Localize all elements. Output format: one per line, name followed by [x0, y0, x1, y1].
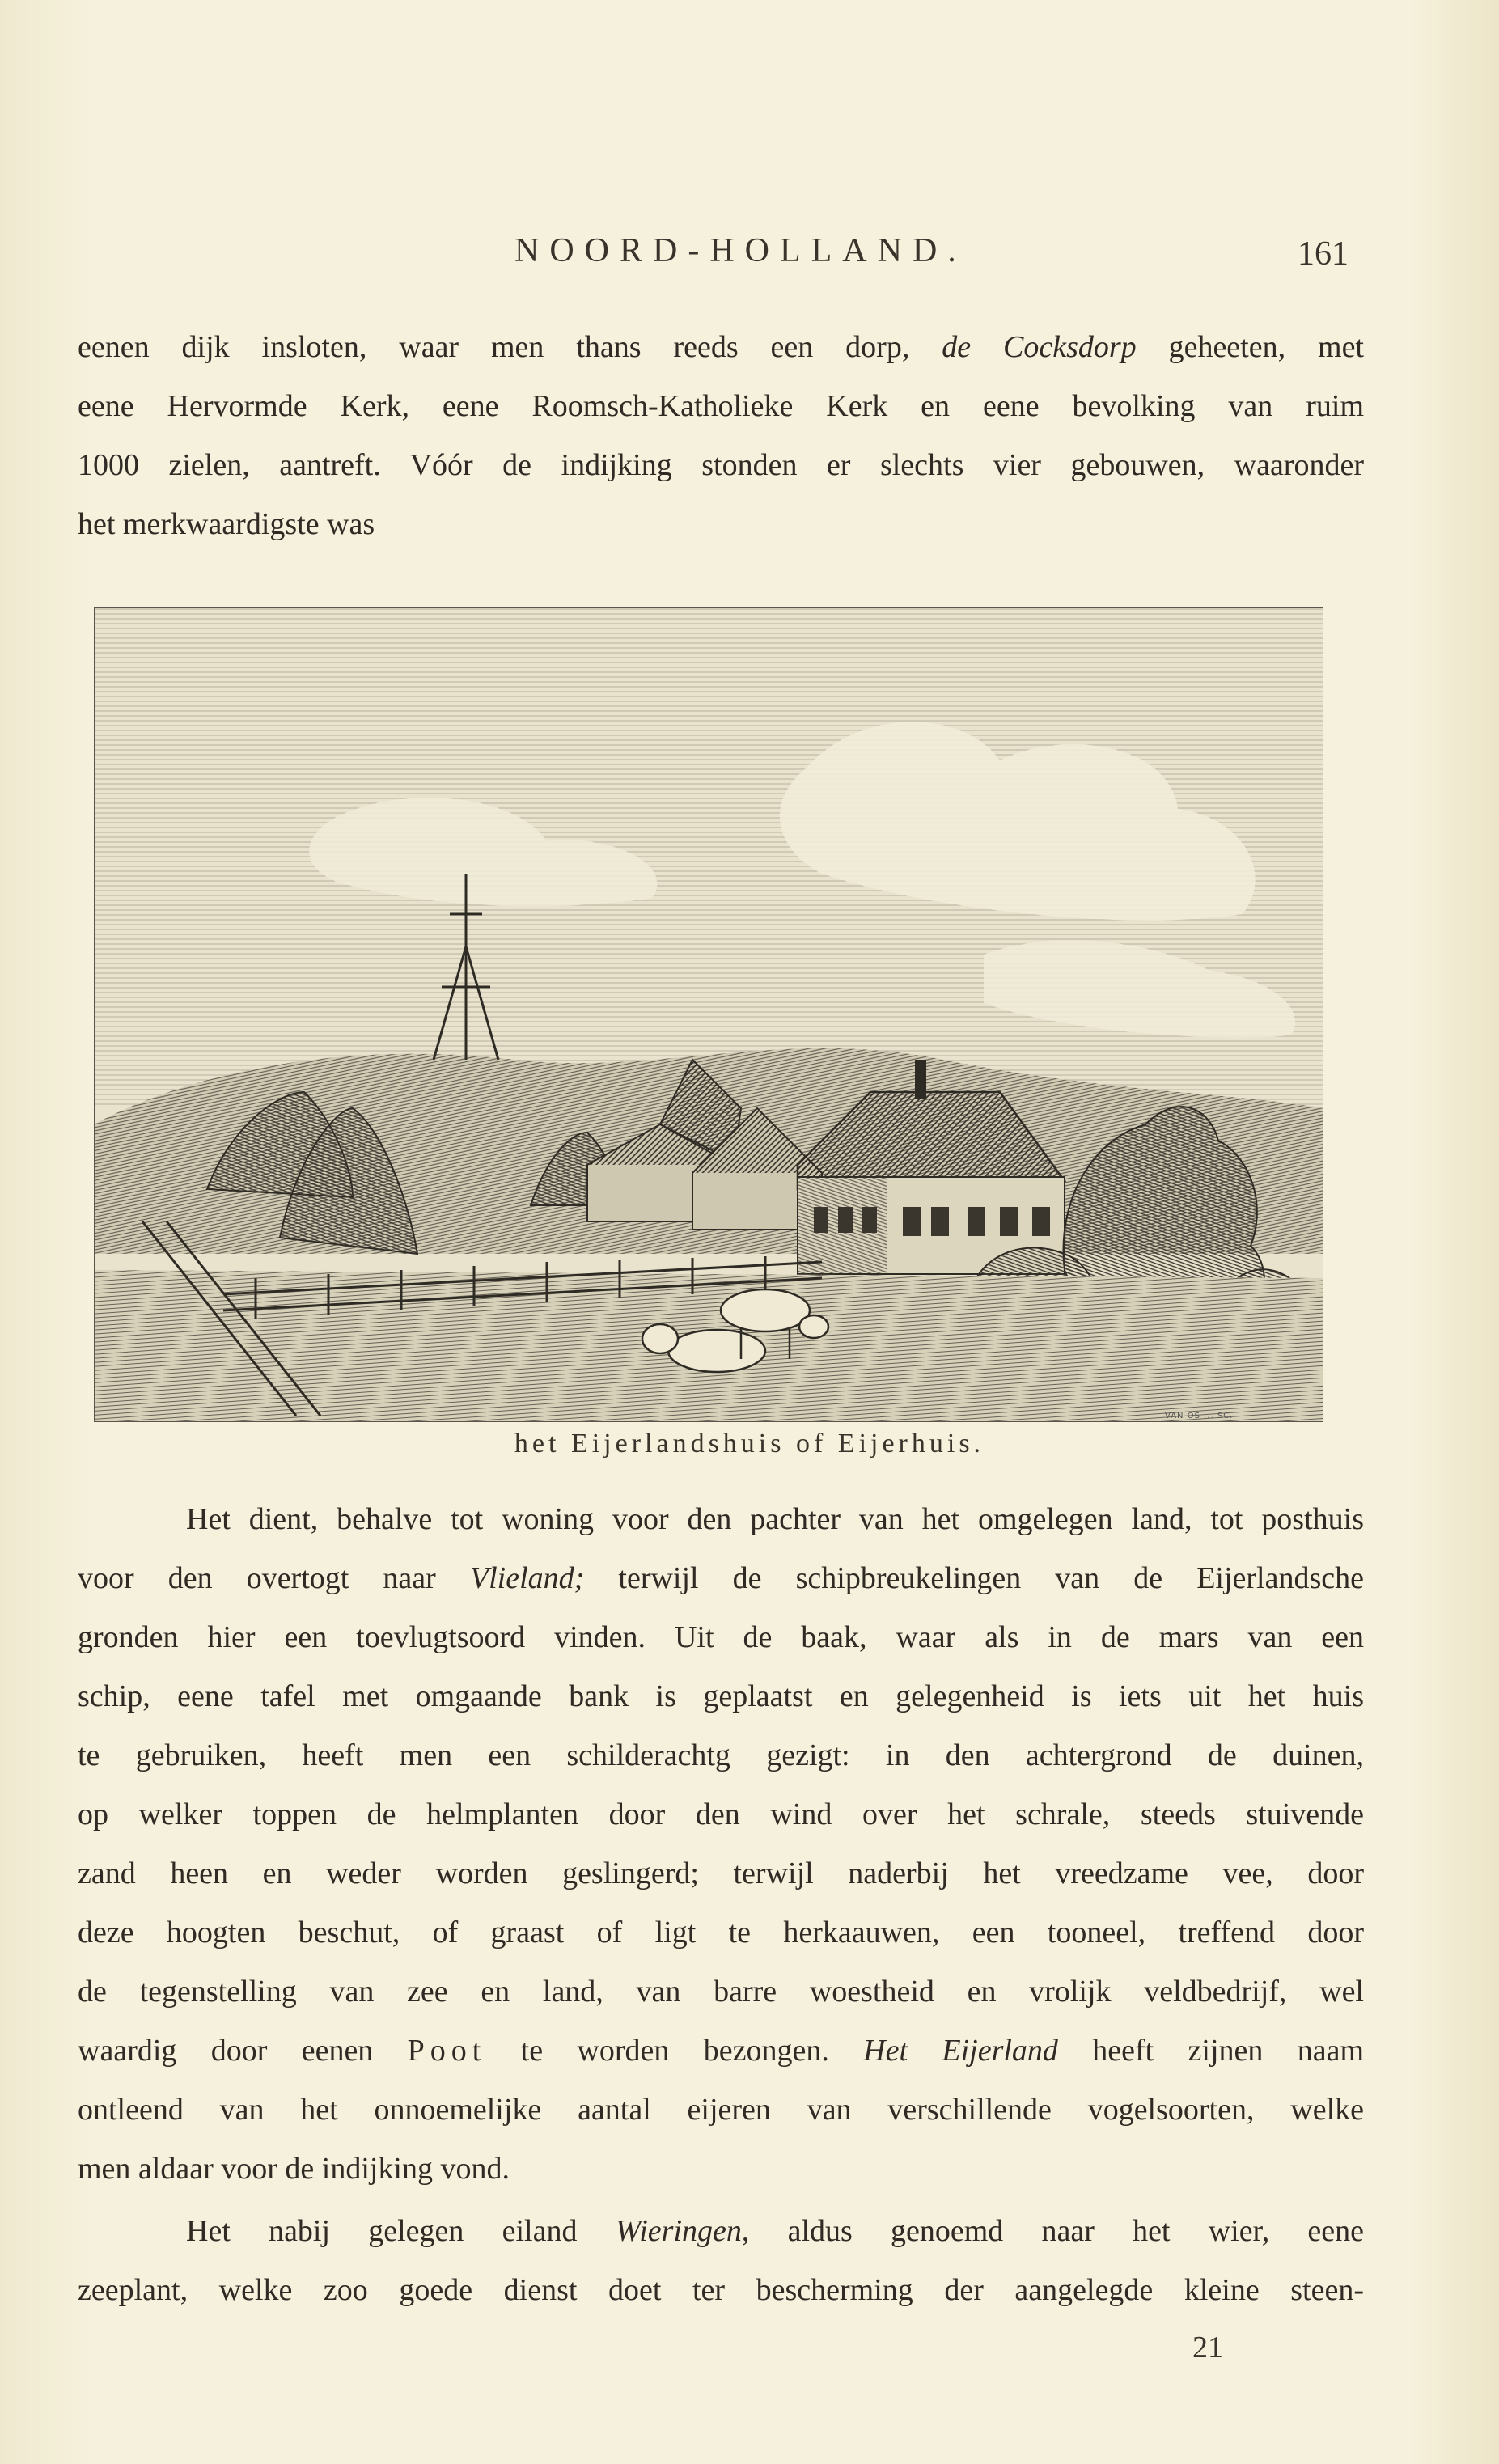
text-line: zeeplant, welke zoo goede dienst doet ter bescherming der aangelegde kleine steen-: [78, 2273, 1364, 2307]
figure-caption: het Eijerlandshuis of Eijerhuis.: [514, 1429, 985, 1459]
text-line: deze hoogten beschut, of graast of ligt te herkaauwen, een tooneel, treffend door: [78, 1916, 1364, 1950]
text-line: waardig door eenen Poot te worden bezongen. Het Eijerland heeft zijnen naam: [78, 2034, 1364, 2068]
running-title: NOORD-HOLLAND.: [514, 232, 967, 269]
text-line: zand heen en weder worden geslingerd; terwijl naderbij het vreedzame vee, door: [78, 1856, 1364, 1890]
engraving-illustration: [94, 607, 1323, 1422]
text-line: gronden hier een toevlugtsoord vinden. Uit de baak, waar als in de mars van een: [78, 1620, 1364, 1654]
engraving-drawing: [94, 607, 1323, 1422]
text-line: 1000 zielen, aantreft. Vóór de indijking stonden er slechts vier gebouwen, waaronder: [78, 448, 1364, 482]
text-line: schip, eene tafel met omgaande bank is geplaatst en gelegenheid is iets uit het huis: [78, 1679, 1364, 1713]
engraver-signature: VAN OS ... SC.: [1165, 1412, 1234, 1420]
text-line: op welker toppen de helmplanten door den wind over het schrale, steeds stuivende: [78, 1797, 1364, 1831]
text-line: men aldaar voor de indijking vond.: [78, 2152, 510, 2186]
text-line: te gebruiken, heeft men een schilderachtg gezigt: in den achtergrond de duinen,: [78, 1738, 1364, 1772]
paragraph-main: [78, 1490, 1364, 2199]
text-line: Het dient, behalve tot woning voor den pachter van het omgelegen land, tot posthuis: [186, 1502, 1364, 1536]
text-line: de tegenstelling van zee en land, van barre woestheid en vrolijk veldbedrijf, wel: [78, 1975, 1364, 2009]
page-header: [0, 228, 1499, 277]
text-line: voor den overtogt naar Vlieland; terwijl de schipbreukelingen van de Eijerlandsche: [78, 1561, 1364, 1595]
paragraph-top: [78, 318, 1364, 554]
paragraph-last: [78, 2202, 1364, 2320]
text-line: Het nabij gelegen eiland Wieringen, aldus genoemd naar het wier, eene: [186, 2214, 1364, 2248]
house-windows: [814, 1207, 1050, 1236]
text-line: eene Hervormde Kerk, eene Roomsch-Katholieke Kerk en eene bevolking van ruim: [78, 389, 1364, 423]
text-line: ontleend van het onnoemelijke aantal eijeren van verschillende vogelsoorten, welke: [78, 2093, 1364, 2127]
page-number: 161: [1298, 235, 1349, 273]
signature-mark: 21: [1192, 2331, 1223, 2365]
text-line: het merkwaardigste was: [78, 507, 375, 541]
text-line: eenen dijk insloten, waar men thans reeds een dorp, de Cocksdorp geheeten, met: [78, 330, 1364, 364]
